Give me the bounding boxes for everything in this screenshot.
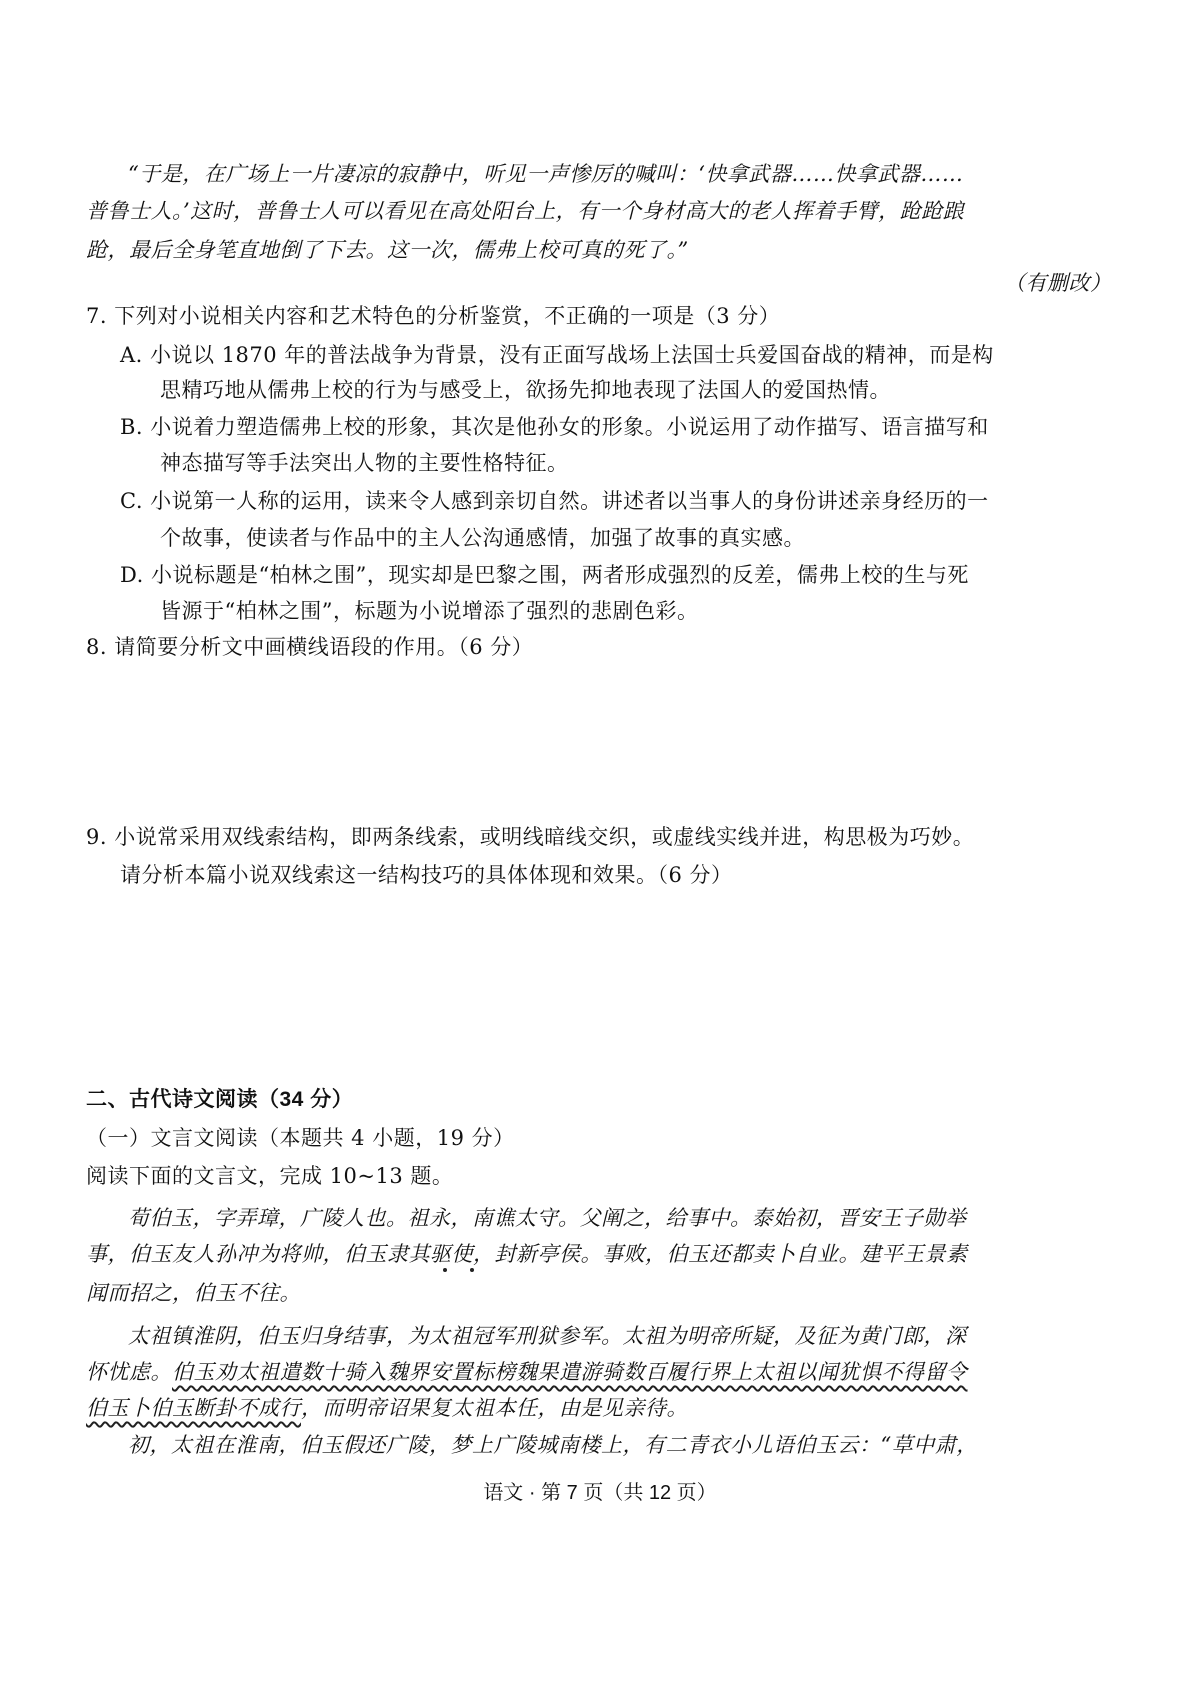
classical-line-5 — [86, 1358, 968, 1386]
option-c-line-1: C. 小说第一人称的运用，读来令人感到亲切自然。讲述者以当事人的身份讲述亲身经历的一 — [120, 489, 989, 513]
option-a-line-1: A. 小说以 1870 年的普法战争为背景，没有正面写战场上法国士兵爱国奋战的精神，而是构 — [120, 343, 994, 367]
source-note: （有删改） — [1004, 271, 1112, 295]
passage-line-3: 跄，最后全身笔直地倒了下去。这一次，儒弗上校可真的死了。” — [86, 238, 689, 262]
emphasis-dot — [470, 1268, 474, 1272]
classical-line-3: 闻而招之，伯玉不往。 — [86, 1281, 301, 1305]
option-b-line-1: B. 小说着力塑造儒弗上校的形象，其次是他孙女的形象。小说运用了动作描写、语言描写和 — [120, 415, 989, 439]
classical-line-7: 初，太祖在淮南，伯玉假还广陵，梦上广陵城南楼上，有二青衣小儿语伯玉云：“草中肃， — [128, 1433, 978, 1457]
question-8-stem: 8. 请简要分析文中画横线语段的作用。（6 分） — [86, 635, 534, 659]
question-7-stem: 7. 下列对小说相关内容和艺术特色的分析鉴赏，不正确的一项是（3 分） — [86, 304, 781, 328]
classical-line-6-rest: ，而明帝诏果复太祖本任，由是见亲待。 — [301, 1396, 688, 1420]
question-9-line-2: 请分析本篇小说双线索这一结构技巧的具体体现和效果。（6 分） — [120, 863, 733, 887]
passage-line-2: 普鲁士人。’这时，普鲁士人可以看见在高处阳台上，有一个身材高大的老人挥着手臂，跄跄踉 — [86, 199, 965, 223]
wavy-underlined-passage-end: 伯玉卜伯玉断卦不成行 — [86, 1396, 301, 1420]
question-9-line-1: 9. 小说常采用双线索结构，即两条线索，或明线暗线交织，或虚线实线并进，构思极为巧妙。 — [86, 825, 975, 849]
classical-line-1: 荀伯玉，字弄璋，广陵人也。祖永，南谯太守。父阐之，给事中。泰始初，晋安王子勋举 — [128, 1206, 967, 1230]
option-b-line-2: 神态描写等手法突出人物的主要性格特征。 — [160, 451, 569, 475]
classical-line-2: 事，伯玉友人孙冲为将帅，伯玉隶其驱使，封新亭侯。事败，伯玉还都卖卜自业。建平王景素 — [86, 1242, 968, 1266]
classical-line-6 — [86, 1394, 688, 1422]
option-a-line-2: 思精巧地从儒弗上校的行为与感受上，欲扬先抑地表现了法国人的爱国热情。 — [160, 378, 891, 402]
option-c-line-2: 个故事，使读者与作品中的主人公沟通感情，加强了故事的真实感。 — [160, 526, 805, 550]
emphasis-dot — [443, 1268, 447, 1272]
classical-line-5-start: 怀忧虑。 — [86, 1360, 172, 1384]
wavy-underlined-passage: 伯玉劝太祖遣数十骑入魏界安置标榜魏果遣游骑数百履行界上太祖以闻犹惧不得留令 — [172, 1360, 968, 1384]
section-2-instruction: 阅读下面的文言文，完成 10~13 题。 — [86, 1164, 454, 1188]
page-footer: 语文 · 第 7 页（共 12 页） — [483, 1482, 717, 1504]
passage-line-1: “于是，在广场上一片凄凉的寂静中，听见一声惨厉的喊叫：‘快拿武器……快拿武器…… — [128, 162, 964, 186]
option-d-line-2: 皆源于“柏林之围”，标题为小说增添了强烈的悲剧色彩。 — [160, 599, 699, 623]
section-2-title: 二、古代诗文阅读（34 分） — [86, 1088, 354, 1111]
section-2-subtitle: （一）文言文阅读（本题共 4 小题，19 分） — [86, 1126, 515, 1150]
option-d-line-1: D. 小说标题是“柏林之围”，现实却是巴黎之围，两者形成强烈的反差，儒弗上校的生与死 — [120, 563, 969, 587]
classical-line-4: 太祖镇淮阴，伯玉归身结事，为太祖冠军刑狱参军。太祖为明帝所疑，及征为黄门郎，深 — [128, 1324, 967, 1348]
